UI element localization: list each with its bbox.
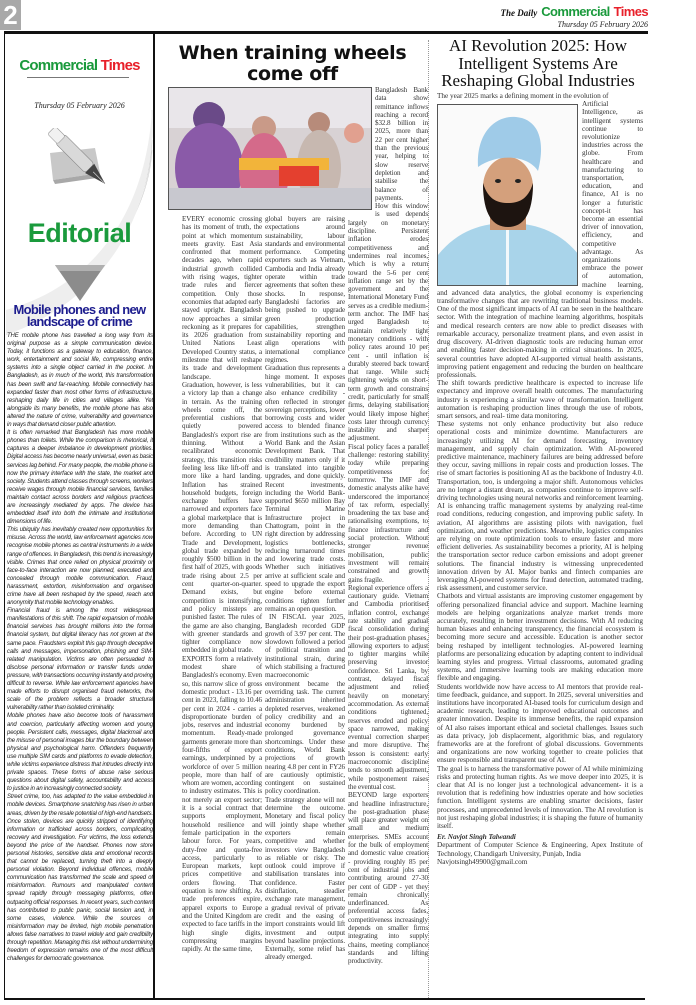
author-name: Er. Navjot Singh Talwandi (437, 832, 516, 842)
paragraph: Students worldwide now have access to AI mentors that provide real-time feedback, guidance, and support. In 2025, several universities and institutions have incorporated AI-based tools for curriculum design and academic research, leading to improved educational outcomes and greater innovation. Despite its immense benefits, the rapid expansion of AI also raises important ethical and societal challenges. Issues such as data privacy, job displacement, algorithmic bias, and regulatory frameworks are at the forefront of global discussions. Governments and organizations are now working together to create policies that ensure responsible and transparent use of AI. (437, 681, 643, 765)
paragraph: Financial fraud is among the most widespread manifestations of this shift. The rapid expansion of mobile financial services has brought millions into the formal financial system, but digital literacy has not grown at the same pace. Fraudsters exploit this gap through deceptive calls and messages, impersonation, phishing and SIM-related manipulation. Victims are often persuaded to disclose personal information or transfer funds under pressure, with transactions occurring instantly and proving difficult to reverse. While law enforcement agencies have made efforts to disrupt organised fraud networks, the scale of the problem reflects a broader structural vulnerability rather than isolated criminality. (7, 608, 153, 712)
paragraph: Graduation, however, is less a victory lap than a change in terrain. As the training wheels come off, the preferential cushions that quietly powered Bangladesh's export rise are thinning. Without a recalibrated economic strategy, this transition risks feeling less like lift-off and more like a hard landing. Inflation has strained household budgets, foreign exchange buffers have narrowed and exporters face a global marketplace that is more demanding than before. According to UN Trade and Development, global trade expanded by roughly $500 billion in the first half of 2025, with goods trade rising about 2.5 per cent quarter-on-quarter. Demand exists, but competition is intensifying, and policy missteps are punished faster. The rules of the game are also changing, with greener standards and tighter compliance now embedded in global trade. (182, 380, 262, 655)
paragraph: Artificial Intelligence, as intelligent systems continue to revolutionize industries across the globe. From healthcare and manufacturing to transportation, education, and finance, AI is no longer a futuristic concept-it has become an essential driver of innovation, efficiency, and competitive advantage. As organizations embrace the power of automation, machine learning, and advanced data analytics, the global economy is experiencing transformative changes that are rewriting traditional business models. One of the most significant impacts of AI can be seen in the healthcare sector. With the integration of machine learning algorithms, hospitals and medical research centers are now able to predict diseases with remarkable accuracy, personalize treatment plans, and even assist in drug discovery. AI-driven diagnostic tools are reducing human error and enabling faster decision-making in critical situations. In 2025, several countries have adopted AI-supported virtual health assistants, improving patient engagement and reducing the burden on healthcare professionals. (437, 99, 643, 379)
paragraph: This ubiquity has inevitably created new opportunities for misuse. Across the world, law enforcement agencies now recognise mobile phones as central instruments in a wide range of offences. In Bangladesh, this trend is increasingly visible. Crimes that once relied on physical proximity or face-to-face interaction are now planned, executed and concealed through mobile communication. Fraud, harassment, extortion, misinformation and organised crime have all been reshaped by the speed, reach and anonymity that mobile technology enables. (7, 527, 153, 607)
paragraph: EXPORTS form a relatively modest share of Bangladesh's economy. Even so, this narrow slice of gross domestic product - 13.16 per cent in 2023, falling to 10.46 per cent in 2024 - carries a disproportionate burden of jobs, reserves and industrial momentum. Ready-made garments generate more than four-fifths of export earnings, underpinned by a workforce of over 5 million people, more than half of whom are women, according to industry estimates. This is not merely an export sector; it is a social contract that supports employment, household resilience and female participation in the labour force. For years, duty-free and quota-free access, particularly to European markets, kept prices competitive and orders flowing. That equation is now shifting. As trade preferences expire, apparel exports to Europe and the United Kingdom are expected to face tariffs in the high single digits, compressing margins rapidly. At the same time, (182, 654, 262, 954)
article-column-3 (348, 86, 428, 965)
logo-underline (27, 77, 129, 78)
paragraph: Mobile phones have also become tools of harassment and coercion, particularly affecting women and young people. Persistent calls, messages, digital blackmail and the misuse of personal images blur the boundary between physical and psychological harm. Offenders frequently use multiple SIM cards and platforms to evade detection, while victims experience distress that intrudes directly into private spaces. These forms of abuse raise serious questions about digital safety, accountability and access to justice in an increasingly connected society. (7, 713, 153, 793)
author-email[interactable]: Navjotsingh49900@gmail.com (437, 856, 528, 866)
editorial-logo (4, 57, 155, 74)
paragraph: How this window is used depends largely on monetary discipline. Persistent inflation erodes competitiveness and undermines real incomes, which is why a return toward the 5-6 per cent inflation range set by the government and the International Monetary Fund serves as a credible medium-term anchor. The IMF has urged Bangladesh to maintain relatively tight monetary conditions - with policy rates around 10 per cent - until inflation is durably steered back toward that range. While such tightening weighs on short-term growth and constrains credit, particularly for small firms, delaying stabilisation would likely impose higher costs later through currency instability and sharper adjustment. (348, 202, 428, 443)
article-photo (168, 87, 372, 210)
masthead-name-green: Commercial (541, 4, 610, 19)
author-photo (437, 104, 578, 286)
editorial-section-label: Editorial (27, 218, 132, 248)
paragraph: Chatbots and virtual assistants are improving customer engagement by offering personalized financial advice and support. Machine learning models are helping organizations analyze market trends more accurately, resulting in better investment decisions. With AI reducing human biases and enhancing transparency, the financial ecosystem is becoming more secure and accessible. Education is another sector being reshaped by intelligent technologies. AI-powered learning platforms are personalizing education by adapting content to individual learning styles and progress. Virtual classrooms, automated grading systems, and immersive learning tools are making education more flexible and engaging. (437, 591, 643, 683)
paragraph: IN FISCAL year 2025, Bangladesh recorded GDP growth of 3.97 per cent. The slowdown followed a period of political transition and institutional strain, during which stabilising a fractured macroeconomic environment became the overriding task. The current administration inherited depleted reserves, weakened policy credibility and an economy burdened by prolonged governance shortcomings. Under these conditions, World Bank projections of growth nearing 4.8 per cent in FY26 are cautiously optimistic, contingent on sustained policy coordination. (265, 613, 345, 796)
masthead-name-red: Times (613, 4, 648, 19)
paragraph: Fiscal policy faces a parallel challenge: restoring stability today while preparing competitiveness for tomorrow. The IMF and domestic analysts alike have underscored the importance of tax reform, especially broadening the tax base and rationalising exemptions, to finance infrastructure and social protection. Without stronger revenue mobilisation, public investment will remain constrained and growth gains fragile. (348, 442, 428, 584)
ai-article-body (437, 92, 643, 866)
masthead (500, 3, 648, 21)
paragraph: Bangladesh Bank data show remittance inflows reaching a record $32.8 billion in 2025, more than 22 per cent higher than the previous year, helping to slow reserve depletion and stabilise the balance of payments. (375, 86, 428, 202)
page-number: 2 (0, 0, 21, 30)
arrow-down-icon (55, 265, 105, 303)
paragraph: It is often remarked that Bangladesh has more mobile phones than toilets. While the comparison is rhetorical, it captures a deeper imbalance in development priorities. Digital access has become nearly universal, even as basic services lag behind. For many people, the mobile phone is now the primary interface with the state, the market and society. Students attend classes through screens, workers receive wages through mobile financial services, families maintain contact across borders and religious practices are increasingly mediated by apps. The device has embedded itself into both the intimate and institutional dimensions of life. (7, 430, 153, 526)
article-headline: When training wheels come off (178, 42, 407, 85)
paragraph: These systems not only enhance productivity but also reduce operational costs and minimize downtime. Manufacturers are increasingly utilizing AI for demand forecasting, inventory management, and supply chain optimization. With AI-powered predictive maintenance, machinery failures are being addressed before they occur, saving millions in repair costs and production losses. The rise of smart factories is positioning AI as the backbone of Industry 4.0. Transportation, too, is undergoing a major shift. Autonomous vehicles are no longer a distant dream, as companies continue to improve self- driving technologies using neural networks and reinforcement learning. AI is enhancing traffic management systems by analyzing real-time road conditions, reducing congestion, and improving public safety. In aviation, AI algorithms are assisting pilots with navigation, fuel optimization, and weather predictions. Meanwhile, logistics companies are relying on route optimization tools to ensure faster and more efficient deliveries. As sustainability becomes a priority, AI is helping the transportation sector reduce carbon emissions and adopt greener solutions. The financial industry is witnessing unprecedented innovation driven by AI. Major banks and fintech companies are leveraging AI-powered systems for fraud detection, automated trading, risk assessment, and customer service. (437, 419, 643, 593)
paragraph: global buyers are raising expectations around sustainability, labour standards and environmental performance. Competing exporters such as Vietnam, Cambodia and India already operate within trade agreements that soften these shocks. In response, Bangladeshi factories are being pushed to upgrade green production capabilities, strengthen sustainability reporting and align operations with international compliance regimes. (265, 215, 345, 365)
logo-green: Commercial (19, 57, 98, 74)
paragraph: THE mobile phone has travelled a long way from its original purpose as a simple communication device. Today, it functions as a gateway to education, finance, work, entertainment and social life, compressing entire systems into a single object carried in the pocket. In Bangladesh, as in much of the world, this transformation has been swift and far-reaching. Mobile connectivity has expanded faster than most other forms of infrastructure, reshaping daily life in cities and villages alike. Yet alongside its many benefits, the mobile phone has also altered the nature of crime, vulnerability and governance in ways that demand closer public attention. (7, 333, 153, 429)
paragraph: Graduation thus represents a hinge moment. It exposes vulnerabilities, but it can also enhance credibility - often reflected in stronger sovereign perceptions, lower borrowing costs and wider access to blended finance from institutions such as the World Bank and the Asian Development Bank. That credibility matters only if it is translated into tangible upgrades, and done quickly. Recent investments, including the World Bank-supported $650 million Bay Terminal Marine Infrastructure project in Chattogram, point in the right direction by addressing logistics bottlenecks, reducing turnaround times and lowering trade costs. Whether such initiatives arrive at sufficient scale and speed to upgrade the export engine before external conditions tighten further remains an open question. (265, 364, 345, 613)
ai-article-headline: AI Revolution 2025: How Intelligent Systems Are Reshaping Global Industries (441, 36, 635, 90)
article-column-1 (182, 215, 262, 953)
article-column-2 (265, 215, 345, 962)
bottom-rule (4, 998, 645, 1000)
paragraph: Street crime, too, has adapted to the value embedded in mobile devices. Smartphone snatching has risen in urban areas, driven by the resale potential of high-end handsets. Once stolen, devices are quickly stripped of identifying information or trafficked across borders, complicating recovery and investigation. For victims, the loss extends beyond the price of the handset. Phones now store personal histories, sensitive data and emotional records that cannot be replaced, turning theft into a deeply personal violation. Beyond individual offences, mobile communication has transformed the scale and speed of misinformation. Rumours and manipulated content spread rapidly through messaging platforms, often outpacing official responses. In recent years, such content has contributed to public panic, social tension and, in some cases, violence. While the sources of misinformation may be limited, high mobile penetration allows false narratives to travel widely and gain credibility through repetition. Managing this risk without undermining freedom of expression remains one of the most difficult challenges for democratic governance. (7, 794, 153, 963)
logo-red: Times (100, 57, 140, 74)
editorial-headline: Mobile phones and new landscape of crime (13, 302, 146, 329)
author-affiliation: Department of Computer Science & Engineering, Apex Institute of Technology, Chandigarh University, Punjab, India (437, 840, 643, 858)
paragraph: EVERY economic crossing has its moment of truth, the point at which momentum meets gravity. East Asia confronted that moment decades ago, when rapid industrial growth collided with rising wages, tighter trade rules and fiercer competition. Only those economies that adapted early stayed upright. Bangladesh now approaches a similar reckoning as it prepares for its 2026 graduation from United Nations Least Developed Country status, a milestone that will reshape its trade and development landscape. (182, 215, 262, 381)
paragraph: Regional experience offers a cautionary guide. Vietnam and Cambodia prioritised inflation control, exchange rate stability and gradual fiscal consolidation during their post-graduation phases, allowing exporters to adjust to tighter margins while preserving investor confidence. Sri Lanka, by contrast, delayed fiscal adjustment and relied heavily on monetary accommodation. As external conditions tightened, reserves eroded and policy space narrowed, making eventual correction sharper and more disruptive. The lesson is consistent: early macroeconomic discipline tends to smooth adjustment, while postponement raises the eventual cost. (348, 583, 428, 791)
masthead-date: Thursday 05 February 2026 (557, 20, 648, 29)
masthead-prefix: The Daily (500, 8, 538, 18)
column-divider (428, 40, 429, 998)
paragraph: The shift towards predictive healthcare is expected to increase life expectancy and improve overall health outcomes. The manufacturing industry is experiencing a similar wave of transformation. Intelligent automation is reshaping production lines through the use of robots, smart sensors, and real- time data monitoring. (437, 378, 643, 420)
fountain-pen-icon (45, 128, 130, 208)
article-lead: The year 2025 marks a defining moment in the evolution of (437, 91, 609, 100)
paragraph: Trade strategy alone will not determine the outcome. Monetary and fiscal policy will jointly shape whether exporters remain competitive and whether investors view Bangladesh as reliable or risky. The outlook could improve if stabilisation translates into confidence. Faster disinflation, steadier exchange rate management, a gradual revival of private credit and the easing of import constraints would lift investment and output beyond baseline projections. Externally, some relief has already emerged. (265, 795, 345, 962)
paragraph: BEYOND large exporters and headline infrastructure, the post-graduation phase will place greater weight on small and medium enterprises. SMEs account for the bulk of employment and domestic value creation - providing roughly 85 per cent of industrial jobs and contributing around 27-30 per cent of GDP - yet they remain chronically underfinanced. As preferential access fades, competitiveness increasingly depends on smaller firms integrating into supply chains, meeting compliance standards and lifting productivity. (348, 791, 428, 966)
editorial-body (7, 332, 153, 963)
paragraph: The goal is to harness the transformative power of AI while minimizing risks and protecting human rights. As we move deeper into 2025, it is clear that AI is no longer just a technological advancement- it is a revolution that is redefining how industries operate and how societies function. Intelligent systems are enabling smarter decisions, faster processes, and unprecedented levels of innovation. The AI revolution is not just reshaping global industries; it is shaping the future of humanity itself. (437, 763, 643, 831)
editorial-date: Thursday 05 February 2026 (34, 101, 125, 110)
